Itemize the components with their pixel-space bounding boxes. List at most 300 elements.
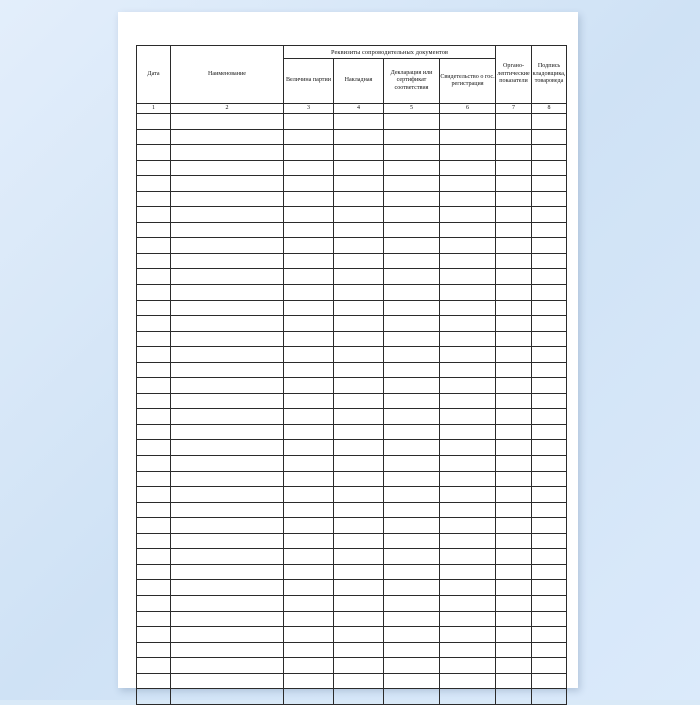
- table-cell[interactable]: [496, 238, 532, 254]
- table-cell[interactable]: [334, 331, 384, 347]
- table-cell[interactable]: [496, 658, 532, 674]
- table-cell[interactable]: [532, 564, 567, 580]
- table-cell[interactable]: [171, 285, 284, 301]
- table-cell[interactable]: [334, 502, 384, 518]
- table-cell[interactable]: [496, 207, 532, 223]
- table-cell[interactable]: [171, 487, 284, 503]
- table-cell[interactable]: [384, 191, 440, 207]
- table-cell[interactable]: [384, 129, 440, 145]
- table-cell[interactable]: [284, 129, 334, 145]
- table-cell[interactable]: [284, 440, 334, 456]
- table-cell[interactable]: [532, 642, 567, 658]
- table-cell[interactable]: [334, 409, 384, 425]
- table-cell[interactable]: [171, 269, 284, 285]
- table-cell[interactable]: [384, 564, 440, 580]
- table-cell[interactable]: [384, 424, 440, 440]
- table-cell[interactable]: [384, 176, 440, 192]
- table-cell[interactable]: [496, 611, 532, 627]
- table-cell[interactable]: [284, 580, 334, 596]
- table-cell[interactable]: [440, 689, 496, 705]
- table-cell[interactable]: [532, 440, 567, 456]
- table-cell[interactable]: [284, 471, 334, 487]
- table-cell[interactable]: [384, 393, 440, 409]
- table-cell[interactable]: [440, 595, 496, 611]
- table-cell[interactable]: [284, 160, 334, 176]
- table-cell[interactable]: [440, 658, 496, 674]
- table-cell[interactable]: [440, 409, 496, 425]
- table-cell[interactable]: [284, 627, 334, 643]
- table-cell[interactable]: [532, 487, 567, 503]
- table-cell[interactable]: [440, 362, 496, 378]
- table-cell[interactable]: [334, 285, 384, 301]
- table-cell[interactable]: [137, 114, 171, 130]
- table-cell[interactable]: [137, 253, 171, 269]
- table-cell[interactable]: [532, 191, 567, 207]
- table-cell[interactable]: [532, 533, 567, 549]
- table-cell[interactable]: [171, 347, 284, 363]
- table-cell[interactable]: [496, 424, 532, 440]
- table-cell[interactable]: [384, 595, 440, 611]
- table-cell[interactable]: [532, 253, 567, 269]
- table-cell[interactable]: [532, 595, 567, 611]
- table-cell[interactable]: [171, 658, 284, 674]
- table-cell[interactable]: [137, 269, 171, 285]
- table-cell[interactable]: [171, 673, 284, 689]
- table-cell[interactable]: [496, 689, 532, 705]
- table-cell[interactable]: [284, 533, 334, 549]
- table-cell[interactable]: [334, 145, 384, 161]
- table-cell[interactable]: [334, 129, 384, 145]
- table-cell[interactable]: [384, 409, 440, 425]
- table-cell[interactable]: [137, 129, 171, 145]
- table-cell[interactable]: [532, 424, 567, 440]
- table-cell[interactable]: [137, 642, 171, 658]
- table-cell[interactable]: [384, 300, 440, 316]
- table-cell[interactable]: [496, 331, 532, 347]
- table-cell[interactable]: [496, 176, 532, 192]
- table-cell[interactable]: [440, 502, 496, 518]
- table-cell[interactable]: [334, 238, 384, 254]
- table-cell[interactable]: [171, 595, 284, 611]
- table-cell[interactable]: [384, 611, 440, 627]
- table-cell[interactable]: [440, 471, 496, 487]
- table-cell[interactable]: [137, 160, 171, 176]
- table-cell[interactable]: [137, 689, 171, 705]
- table-cell[interactable]: [440, 533, 496, 549]
- table-cell[interactable]: [171, 393, 284, 409]
- table-cell[interactable]: [334, 191, 384, 207]
- table-cell[interactable]: [284, 502, 334, 518]
- table-cell[interactable]: [171, 471, 284, 487]
- table-cell[interactable]: [171, 409, 284, 425]
- table-cell[interactable]: [334, 564, 384, 580]
- table-cell[interactable]: [384, 285, 440, 301]
- table-cell[interactable]: [440, 222, 496, 238]
- table-cell[interactable]: [171, 642, 284, 658]
- table-cell[interactable]: [137, 471, 171, 487]
- table-cell[interactable]: [171, 440, 284, 456]
- table-cell[interactable]: [384, 627, 440, 643]
- table-cell[interactable]: [284, 549, 334, 565]
- table-cell[interactable]: [137, 238, 171, 254]
- table-cell[interactable]: [532, 549, 567, 565]
- table-cell[interactable]: [440, 347, 496, 363]
- table-cell[interactable]: [137, 658, 171, 674]
- table-cell[interactable]: [440, 549, 496, 565]
- table-cell[interactable]: [171, 362, 284, 378]
- table-cell[interactable]: [440, 673, 496, 689]
- table-cell[interactable]: [171, 611, 284, 627]
- table-cell[interactable]: [440, 300, 496, 316]
- table-cell[interactable]: [284, 207, 334, 223]
- table-cell[interactable]: [384, 316, 440, 332]
- table-cell[interactable]: [137, 191, 171, 207]
- table-cell[interactable]: [496, 378, 532, 394]
- table-cell[interactable]: [384, 238, 440, 254]
- table-cell[interactable]: [496, 285, 532, 301]
- table-cell[interactable]: [137, 316, 171, 332]
- table-cell[interactable]: [496, 362, 532, 378]
- table-cell[interactable]: [334, 549, 384, 565]
- table-cell[interactable]: [284, 393, 334, 409]
- table-cell[interactable]: [384, 114, 440, 130]
- table-cell[interactable]: [496, 580, 532, 596]
- table-cell[interactable]: [137, 424, 171, 440]
- table-cell[interactable]: [384, 347, 440, 363]
- table-cell[interactable]: [137, 549, 171, 565]
- table-cell[interactable]: [334, 176, 384, 192]
- table-cell[interactable]: [384, 487, 440, 503]
- table-cell[interactable]: [171, 129, 284, 145]
- table-cell[interactable]: [171, 238, 284, 254]
- table-cell[interactable]: [137, 222, 171, 238]
- table-cell[interactable]: [532, 689, 567, 705]
- table-cell[interactable]: [496, 502, 532, 518]
- table-cell[interactable]: [440, 627, 496, 643]
- table-cell[interactable]: [137, 518, 171, 534]
- table-cell[interactable]: [532, 673, 567, 689]
- table-cell[interactable]: [284, 316, 334, 332]
- table-cell[interactable]: [334, 487, 384, 503]
- table-cell[interactable]: [384, 207, 440, 223]
- table-cell[interactable]: [334, 222, 384, 238]
- table-cell[interactable]: [384, 658, 440, 674]
- table-cell[interactable]: [334, 440, 384, 456]
- table-cell[interactable]: [137, 502, 171, 518]
- table-cell[interactable]: [532, 393, 567, 409]
- table-cell[interactable]: [440, 564, 496, 580]
- table-cell[interactable]: [284, 487, 334, 503]
- table-cell[interactable]: [137, 595, 171, 611]
- table-cell[interactable]: [496, 533, 532, 549]
- table-cell[interactable]: [440, 238, 496, 254]
- table-cell[interactable]: [171, 331, 284, 347]
- table-cell[interactable]: [440, 114, 496, 130]
- table-cell[interactable]: [334, 533, 384, 549]
- table-cell[interactable]: [384, 378, 440, 394]
- table-cell[interactable]: [384, 331, 440, 347]
- table-cell[interactable]: [384, 673, 440, 689]
- table-cell[interactable]: [384, 580, 440, 596]
- table-cell[interactable]: [440, 440, 496, 456]
- table-cell[interactable]: [137, 611, 171, 627]
- table-cell[interactable]: [137, 580, 171, 596]
- table-cell[interactable]: [284, 145, 334, 161]
- table-cell[interactable]: [284, 347, 334, 363]
- table-cell[interactable]: [171, 502, 284, 518]
- table-cell[interactable]: [440, 487, 496, 503]
- table-cell[interactable]: [334, 627, 384, 643]
- table-cell[interactable]: [440, 393, 496, 409]
- table-cell[interactable]: [284, 642, 334, 658]
- table-cell[interactable]: [334, 471, 384, 487]
- table-cell[interactable]: [284, 456, 334, 472]
- table-cell[interactable]: [532, 285, 567, 301]
- table-cell[interactable]: [334, 378, 384, 394]
- table-cell[interactable]: [334, 642, 384, 658]
- table-cell[interactable]: [137, 564, 171, 580]
- table-cell[interactable]: [496, 191, 532, 207]
- table-cell[interactable]: [137, 145, 171, 161]
- table-cell[interactable]: [284, 564, 334, 580]
- table-cell[interactable]: [532, 502, 567, 518]
- table-cell[interactable]: [171, 176, 284, 192]
- table-cell[interactable]: [440, 160, 496, 176]
- table-cell[interactable]: [384, 145, 440, 161]
- table-cell[interactable]: [137, 456, 171, 472]
- table-cell[interactable]: [440, 518, 496, 534]
- table-cell[interactable]: [171, 627, 284, 643]
- table-cell[interactable]: [532, 362, 567, 378]
- table-cell[interactable]: [496, 549, 532, 565]
- table-cell[interactable]: [284, 253, 334, 269]
- table-cell[interactable]: [496, 564, 532, 580]
- table-cell[interactable]: [384, 160, 440, 176]
- table-cell[interactable]: [284, 300, 334, 316]
- table-cell[interactable]: [440, 642, 496, 658]
- table-cell[interactable]: [384, 471, 440, 487]
- table-cell[interactable]: [284, 362, 334, 378]
- table-cell[interactable]: [496, 393, 532, 409]
- table-cell[interactable]: [171, 300, 284, 316]
- table-cell[interactable]: [440, 378, 496, 394]
- table-cell[interactable]: [334, 611, 384, 627]
- table-cell[interactable]: [334, 518, 384, 534]
- table-cell[interactable]: [440, 269, 496, 285]
- table-cell[interactable]: [334, 673, 384, 689]
- table-cell[interactable]: [171, 580, 284, 596]
- table-cell[interactable]: [532, 611, 567, 627]
- table-cell[interactable]: [440, 316, 496, 332]
- table-cell[interactable]: [334, 595, 384, 611]
- table-cell[interactable]: [532, 347, 567, 363]
- table-cell[interactable]: [440, 285, 496, 301]
- table-cell[interactable]: [284, 673, 334, 689]
- table-cell[interactable]: [284, 176, 334, 192]
- table-cell[interactable]: [384, 642, 440, 658]
- table-cell[interactable]: [532, 409, 567, 425]
- table-cell[interactable]: [284, 518, 334, 534]
- table-cell[interactable]: [334, 456, 384, 472]
- table-cell[interactable]: [137, 285, 171, 301]
- table-cell[interactable]: [334, 393, 384, 409]
- table-cell[interactable]: [137, 393, 171, 409]
- table-cell[interactable]: [532, 471, 567, 487]
- table-cell[interactable]: [496, 316, 532, 332]
- table-cell[interactable]: [334, 658, 384, 674]
- table-cell[interactable]: [496, 253, 532, 269]
- table-cell[interactable]: [137, 347, 171, 363]
- table-cell[interactable]: [284, 114, 334, 130]
- table-cell[interactable]: [171, 549, 284, 565]
- table-cell[interactable]: [532, 129, 567, 145]
- table-cell[interactable]: [440, 176, 496, 192]
- table-cell[interactable]: [334, 424, 384, 440]
- table-cell[interactable]: [440, 456, 496, 472]
- table-cell[interactable]: [384, 362, 440, 378]
- table-cell[interactable]: [532, 331, 567, 347]
- table-cell[interactable]: [496, 642, 532, 658]
- table-cell[interactable]: [532, 316, 567, 332]
- table-cell[interactable]: [171, 533, 284, 549]
- table-cell[interactable]: [284, 238, 334, 254]
- table-cell[interactable]: [334, 269, 384, 285]
- table-cell[interactable]: [137, 362, 171, 378]
- table-cell[interactable]: [284, 191, 334, 207]
- table-cell[interactable]: [334, 580, 384, 596]
- table-cell[interactable]: [171, 564, 284, 580]
- table-cell[interactable]: [171, 222, 284, 238]
- table-cell[interactable]: [171, 518, 284, 534]
- table-cell[interactable]: [171, 378, 284, 394]
- table-cell[interactable]: [384, 689, 440, 705]
- table-cell[interactable]: [284, 595, 334, 611]
- table-cell[interactable]: [284, 378, 334, 394]
- table-cell[interactable]: [284, 689, 334, 705]
- table-cell[interactable]: [532, 580, 567, 596]
- table-cell[interactable]: [171, 689, 284, 705]
- table-cell[interactable]: [496, 114, 532, 130]
- table-cell[interactable]: [496, 222, 532, 238]
- table-cell[interactable]: [137, 673, 171, 689]
- table-cell[interactable]: [334, 253, 384, 269]
- table-cell[interactable]: [384, 440, 440, 456]
- table-cell[interactable]: [171, 114, 284, 130]
- table-cell[interactable]: [334, 160, 384, 176]
- table-cell[interactable]: [440, 580, 496, 596]
- table-cell[interactable]: [496, 487, 532, 503]
- table-cell[interactable]: [532, 176, 567, 192]
- table-cell[interactable]: [496, 595, 532, 611]
- table-cell[interactable]: [532, 378, 567, 394]
- table-cell[interactable]: [334, 114, 384, 130]
- table-cell[interactable]: [137, 487, 171, 503]
- table-cell[interactable]: [532, 269, 567, 285]
- table-cell[interactable]: [284, 269, 334, 285]
- table-cell[interactable]: [496, 347, 532, 363]
- table-cell[interactable]: [284, 285, 334, 301]
- table-cell[interactable]: [532, 145, 567, 161]
- table-cell[interactable]: [334, 689, 384, 705]
- table-cell[interactable]: [532, 207, 567, 223]
- table-cell[interactable]: [384, 502, 440, 518]
- table-cell[interactable]: [440, 207, 496, 223]
- table-cell[interactable]: [137, 300, 171, 316]
- table-cell[interactable]: [171, 145, 284, 161]
- table-cell[interactable]: [496, 129, 532, 145]
- table-cell[interactable]: [334, 207, 384, 223]
- table-cell[interactable]: [284, 611, 334, 627]
- table-cell[interactable]: [171, 253, 284, 269]
- table-cell[interactable]: [384, 222, 440, 238]
- table-cell[interactable]: [384, 253, 440, 269]
- table-cell[interactable]: [440, 253, 496, 269]
- table-cell[interactable]: [496, 518, 532, 534]
- table-cell[interactable]: [137, 331, 171, 347]
- table-cell[interactable]: [284, 222, 334, 238]
- table-cell[interactable]: [334, 362, 384, 378]
- table-cell[interactable]: [496, 145, 532, 161]
- table-cell[interactable]: [496, 471, 532, 487]
- table-cell[interactable]: [284, 424, 334, 440]
- table-cell[interactable]: [284, 331, 334, 347]
- table-cell[interactable]: [532, 518, 567, 534]
- table-cell[interactable]: [532, 658, 567, 674]
- table-cell[interactable]: [137, 627, 171, 643]
- table-cell[interactable]: [334, 347, 384, 363]
- table-cell[interactable]: [137, 409, 171, 425]
- table-cell[interactable]: [137, 176, 171, 192]
- table-cell[interactable]: [496, 456, 532, 472]
- table-cell[interactable]: [440, 424, 496, 440]
- table-cell[interactable]: [496, 160, 532, 176]
- table-cell[interactable]: [384, 518, 440, 534]
- table-cell[interactable]: [496, 409, 532, 425]
- table-cell[interactable]: [496, 627, 532, 643]
- table-cell[interactable]: [171, 316, 284, 332]
- table-cell[interactable]: [171, 424, 284, 440]
- table-cell[interactable]: [171, 207, 284, 223]
- table-cell[interactable]: [171, 456, 284, 472]
- table-cell[interactable]: [532, 222, 567, 238]
- table-cell[interactable]: [532, 238, 567, 254]
- table-cell[interactable]: [440, 191, 496, 207]
- table-cell[interactable]: [532, 114, 567, 130]
- table-cell[interactable]: [137, 378, 171, 394]
- table-cell[interactable]: [532, 300, 567, 316]
- table-cell[interactable]: [137, 440, 171, 456]
- table-cell[interactable]: [496, 269, 532, 285]
- table-cell[interactable]: [384, 533, 440, 549]
- table-cell[interactable]: [440, 145, 496, 161]
- table-cell[interactable]: [440, 331, 496, 347]
- table-cell[interactable]: [284, 658, 334, 674]
- table-cell[interactable]: [137, 207, 171, 223]
- table-cell[interactable]: [532, 627, 567, 643]
- table-cell[interactable]: [532, 160, 567, 176]
- table-cell[interactable]: [137, 533, 171, 549]
- table-cell[interactable]: [532, 456, 567, 472]
- table-cell[interactable]: [496, 440, 532, 456]
- table-cell[interactable]: [334, 316, 384, 332]
- table-cell[interactable]: [384, 549, 440, 565]
- table-cell[interactable]: [384, 456, 440, 472]
- table-cell[interactable]: [384, 269, 440, 285]
- table-cell[interactable]: [171, 191, 284, 207]
- table-cell[interactable]: [496, 300, 532, 316]
- table-cell[interactable]: [171, 160, 284, 176]
- table-cell[interactable]: [440, 129, 496, 145]
